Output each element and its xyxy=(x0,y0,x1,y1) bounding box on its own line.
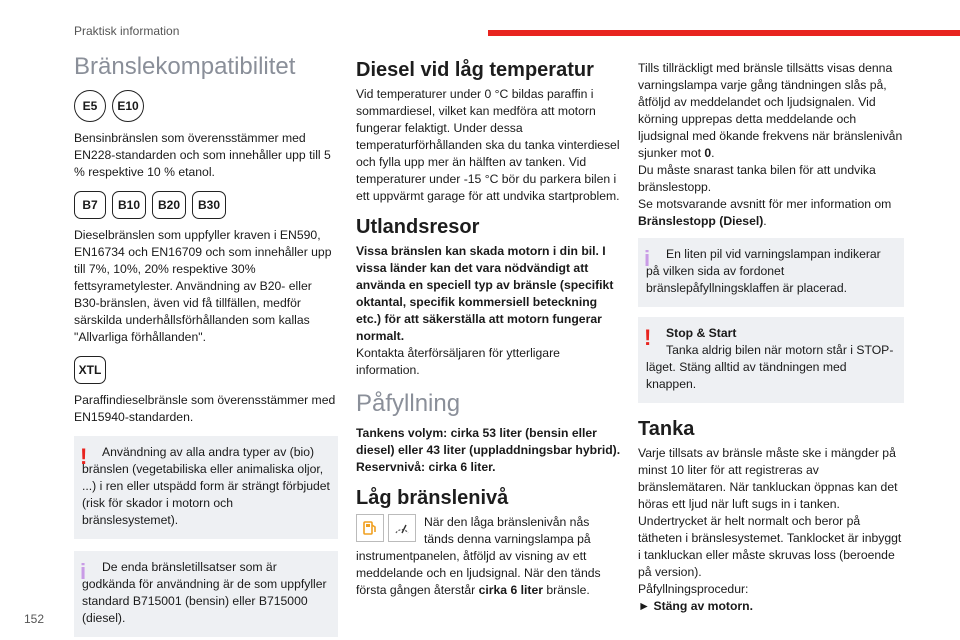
low-fuel-icons xyxy=(356,514,420,542)
info-note-arrow xyxy=(638,238,904,307)
heading-fuel-compatibility: Bränslekompatibilitet xyxy=(74,53,296,80)
b10-badge-icon: B10 xyxy=(112,191,146,219)
heading-refuelling: Påfyllning xyxy=(356,390,461,417)
petrol-badges xyxy=(74,90,338,122)
section-header: Praktisk information xyxy=(74,24,180,38)
warning-icon: ! xyxy=(80,444,88,469)
column-diesel-travel-refuel xyxy=(356,58,622,599)
e5-badge-icon: E5 xyxy=(74,90,106,122)
refuel-step-engine-off: ► Stäng av motorn. xyxy=(638,599,753,613)
fuel-zero-value: 0 xyxy=(704,146,712,160)
petrol-text: Bensinbränslen som överensstämmer med EN228-standarden och som innehåller upp till 5 % respektive 10 % etanol. xyxy=(74,131,331,179)
see-section-text xyxy=(638,196,904,230)
heading-refuel: Tanka xyxy=(638,418,695,440)
see-section-prefix: Se motsvarande avsnitt för mer information om xyxy=(638,197,892,211)
xtl-badge-icon: XTL xyxy=(74,356,106,384)
low-fuel-block xyxy=(356,514,622,599)
info-text: De enda bränsletillsatser som är godkända för användning är de som uppfyller standard B715001 (bensin) eller B715000 (diesel). xyxy=(82,560,327,625)
page-number: 152 xyxy=(24,612,45,626)
diesel-badges xyxy=(74,191,338,219)
info-icon: i xyxy=(644,246,651,271)
stop-start-text: Tanka aldrig bilen när motorn står i STOP-läget. Stäng alltid av tändningen med knappen. xyxy=(646,343,894,391)
xtl-badges xyxy=(74,356,338,384)
warning-lamp-text-part1: Tills tillräckligt med bränsle tillsätts visas denna varningslampa varje gång tändningen slås på, åtföljd av meddelandet och ljudsignalen. Vid körning upprepas detta meddelande och ljudsignal med ökande frekvens när bränslenivån sjunker mot xyxy=(638,61,903,160)
low-fuel-text-part2: bränsle. xyxy=(543,583,590,597)
b20-badge-icon: B20 xyxy=(152,191,186,219)
warning-lamp-text xyxy=(638,60,904,162)
info-arrow-text: En liten pil vid varningslampan indikerar på vilken sida av fordonet bränslepåfyllningsklaffen är placerad. xyxy=(646,247,881,295)
heading-travel-abroad: Utlandsresor xyxy=(356,216,480,238)
low-fuel-reserve-amount: cirka 6 liter xyxy=(478,583,543,597)
refuel-urgent-text: Du måste snarast tanka bilen för att undvika bränslestopp. xyxy=(638,163,876,194)
b7-badge-icon: B7 xyxy=(74,191,106,219)
heading-low-fuel: Låg bränslenivå xyxy=(356,487,509,509)
heading-diesel-low-temp: Diesel vid låg temperatur xyxy=(356,59,594,81)
header-accent-bar xyxy=(488,30,960,36)
b30-badge-icon: B30 xyxy=(192,191,226,219)
travel-abroad-bold-text: Vissa bränslen kan skada motorn i din bil. I vissa länder kan det vara nödvändigt att använda en speciell typ av bränsle (specifikt oktantal, specifik kommersiell beteckning etc.) för att säkerställa att motorn fungerar normalt. xyxy=(356,244,614,343)
see-section-suffix: . xyxy=(763,214,767,228)
fuel-gauge-icon xyxy=(388,514,416,542)
column-warning-refuel xyxy=(638,60,904,615)
e10-badge-icon: E10 xyxy=(112,90,144,122)
travel-abroad-text: Kontakta återförsäljaren för ytterligare information. xyxy=(356,346,560,377)
xtl-text: Paraffindieselbränsle som överensstämmer med EN15940-standarden. xyxy=(74,393,336,424)
warning-note-biofuel xyxy=(74,436,338,539)
info-note-additives xyxy=(74,551,338,637)
diesel-low-temp-text: Vid temperaturer under 0 °C bildas paraffin i sommardiesel, vilket kan medföra att motorn fungerar felaktigt. Under dessa temperaturförhållanden ska du tanka vinterdiesel och fylla upp mer än hälften av tanken. Vid temperaturer under -15 °C bör du parkera bilen i ett uppvärmt garage för att undvika startproblem. xyxy=(356,87,620,203)
fuel-stop-reference-link[interactable]: Bränslestopp (Diesel) xyxy=(638,214,764,228)
tank-capacity-text: Tankens volym: cirka 53 liter (bensin eller diesel) eller 43 liter (uppladdningsbar hybrid). Reservnivå: cirka 6 liter. xyxy=(356,426,621,474)
warning-icon: ! xyxy=(644,325,652,350)
refuel-text: Varje tillsats av bränsle måste ske i mängder på minst 10 liter för att registreras av bränslemätaren. När tankluckan öppnas kan det höras ett ljud när luft sugs in i tanken. Undertrycket är helt normalt och beror på tätheten i bränslesystemet. Tanklocket är inbyggt i tankluckan eller måste skruvas loss (beroende på version). xyxy=(638,446,902,579)
stop-start-title: Stop & Start xyxy=(666,326,737,340)
warning-lamp-text-part2: . xyxy=(711,146,715,160)
warning-text: Användning av alla andra typer av (bio) bränslen (vegetabiliska eller animaliska oljor, ...) i ren eller utspädd form är strängt förbjudet (risk för skador i motorn och bränslesystemet). xyxy=(82,445,330,527)
refuel-procedure-label: Påfyllningsprocedur: xyxy=(638,582,749,596)
fuel-pump-warning-icon xyxy=(356,514,384,542)
column-fuel-compatibility xyxy=(74,52,338,637)
info-icon: i xyxy=(80,559,87,584)
diesel-text: Dieselbränslen som uppfyller kraven i EN590, EN16734 och EN16709 och som innehåller upp till 7%, 10%, 20% respektive 30% fettsyrametylester. Användning av B20- eller B30-bränslen, även vid få tillfällen, medför särskilda underhållsförhållanden som kallas "Allvarliga förhållanden". xyxy=(74,228,332,344)
warning-note-stop-start xyxy=(638,317,904,403)
low-fuel-text-part1: När den låga bränslenivån nås tänds denna varningslampa på instrumentpanelen, åtföljd av visning av ett meddelande och en ljudsignal. När den tänds första gången återstår xyxy=(356,515,601,597)
